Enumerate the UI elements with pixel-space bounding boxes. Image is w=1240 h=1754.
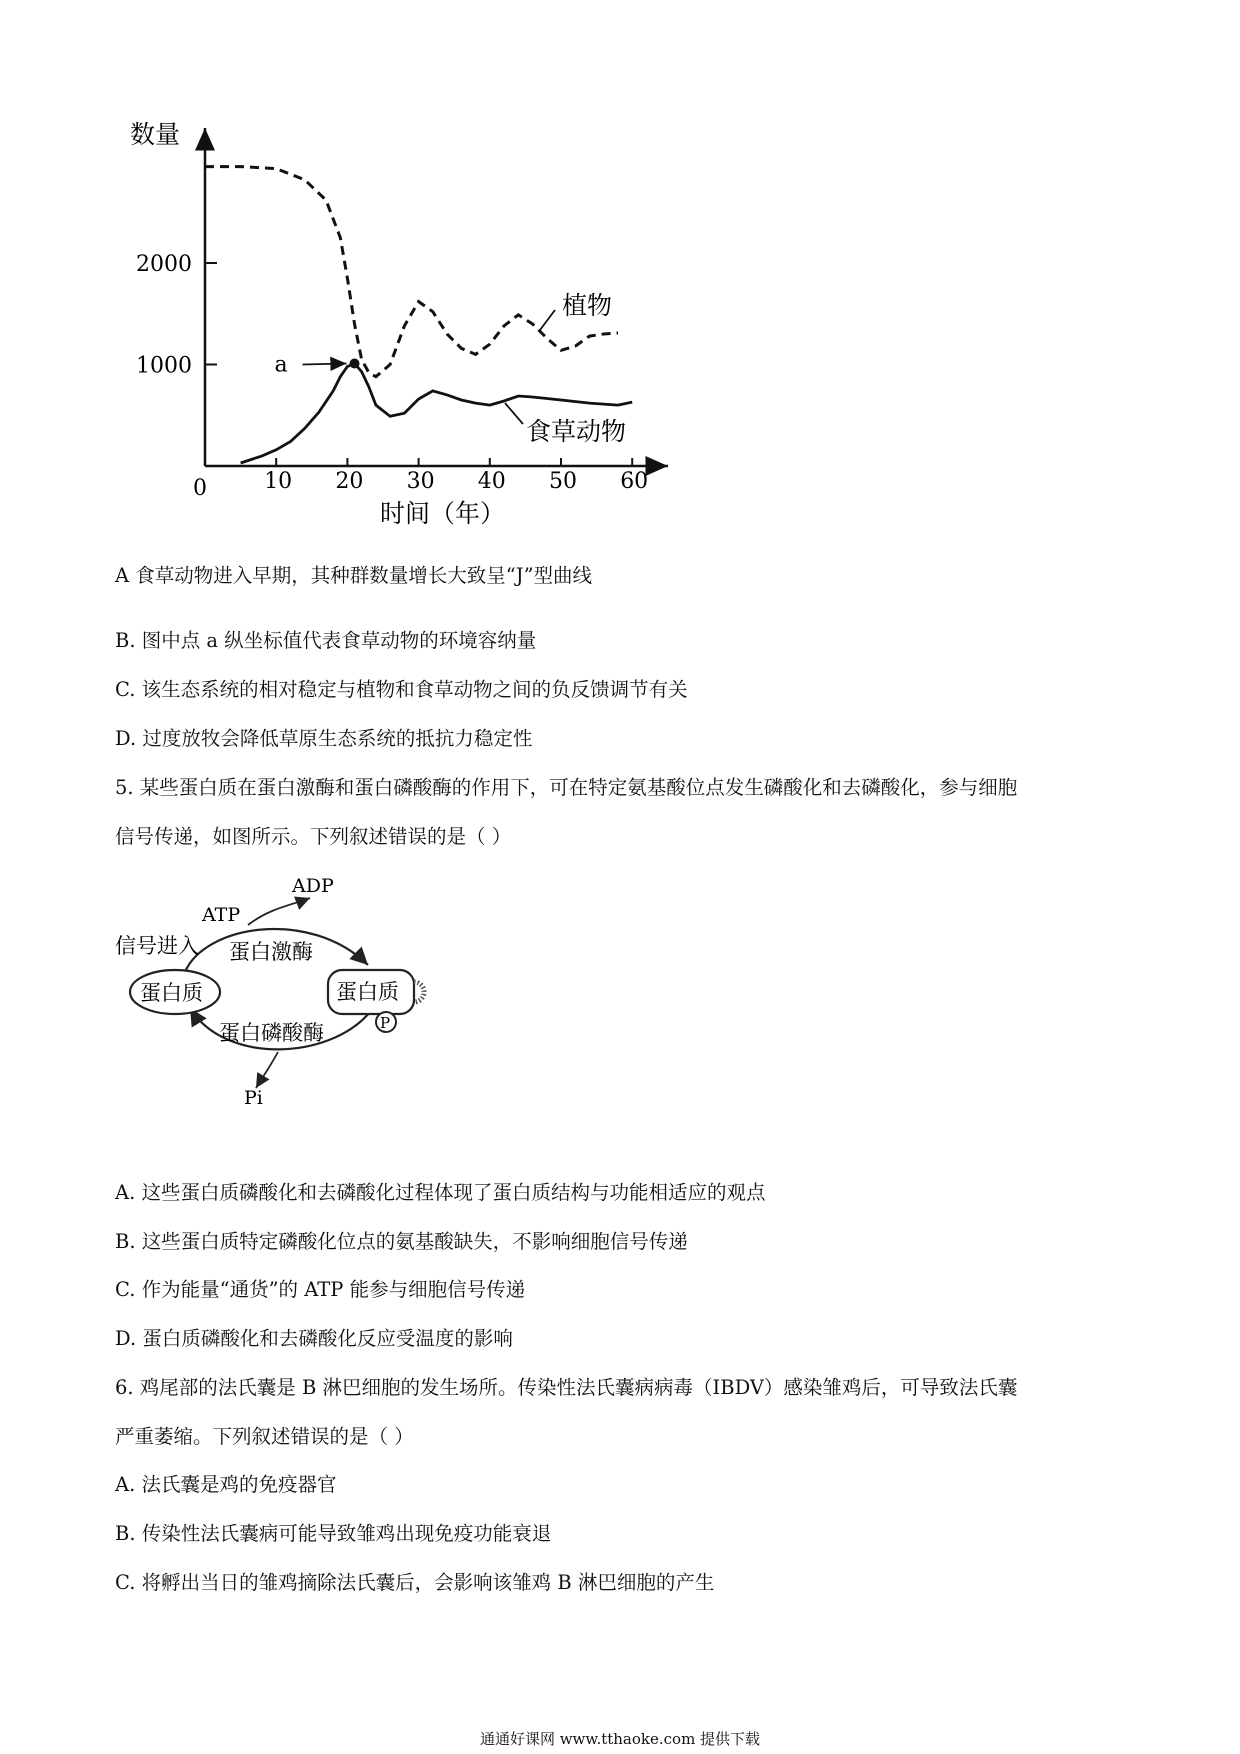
x-tick-label: 20 (335, 469, 364, 494)
atp-adp-arrow (248, 898, 310, 925)
point-a-marker (350, 358, 360, 368)
q6-option-a: A. 法氏囊是鸡的免疫器官 (115, 1473, 337, 1496)
y-axis-title: 数量 (130, 120, 181, 149)
atp-label: ATP (202, 904, 241, 926)
q4-option-b: B. 图中点 a 纵坐标值代表食草动物的环境容纳量 (115, 629, 537, 652)
adp-label: ADP (292, 875, 334, 897)
y-tick-label: 2000 (136, 252, 192, 277)
y-tick-label: 1000 (136, 353, 192, 379)
herbivore-series-label: 食草动物 (526, 417, 627, 446)
x-tick-label: 60 (620, 469, 649, 494)
point-a-label: a (274, 352, 288, 378)
protein-left-label: 蛋白质 (140, 981, 203, 1005)
q6-option-b: B. 传染性法氏囊病可能导致雏鸡出现免疫功能衰退 (115, 1522, 552, 1545)
x-tick-label: 10 (264, 469, 293, 494)
plant-series-line (205, 167, 618, 377)
q5-option-d: D. 蛋白质磷酸化和去磷酸化反应受温度的影响 (115, 1327, 513, 1350)
x-tick-label: 0 (193, 476, 207, 501)
point-a-arrow (303, 363, 347, 364)
q4-option-c: C. 该生态系统的相对稳定与植物和食草动物之间的负反馈调节有关 (115, 678, 688, 701)
q6-stem (115, 1363, 1145, 1461)
herbivore-series-line (241, 364, 633, 464)
q5-option-c: C. 作为能量“通货”的 ATP 能参与细胞信号传递 (115, 1278, 526, 1301)
active-site-icon (414, 982, 424, 1002)
page-footer: 通通好课网 www.tthaoke.com 提供下载 (479, 1730, 761, 1748)
phosphatase-label: 蛋白磷酸酶 (219, 1021, 324, 1045)
q4-option-a: A 食草动物进入早期，其种群数量增长大致呈“J”型曲线 (115, 564, 593, 587)
pi-label: Pi (244, 1087, 263, 1109)
pi-arrow (256, 1052, 278, 1088)
x-tick-label: 40 (477, 469, 506, 494)
phosphorylation-diagram (0, 860, 480, 1120)
kinase-label: 蛋白激酶 (229, 940, 313, 964)
q5-stem-line-2: 信号传递，如图所示。下列叙述错误的是（ ） (115, 825, 512, 848)
q6-option-c: C. 将孵出当日的雏鸡摘除法氏囊后，会影响该雏鸡 B 淋巴细胞的产生 (115, 1571, 715, 1594)
q5-stem-line-1: 5. 某些蛋白质在蛋白激酶和蛋白磷酸酶的作用下，可在特定氨基酸位点发生磷酸化和去磷酸化，参与细胞 (115, 776, 1018, 799)
x-tick-label: 50 (549, 469, 577, 494)
x-tick-label: 30 (406, 469, 435, 494)
q5-stem (115, 763, 1145, 861)
plant-series-label: 植物 (562, 291, 613, 320)
herbivore-leader-line (505, 403, 523, 424)
protein-right-label: 蛋白质 (336, 980, 399, 1004)
q5-option-a: A. 这些蛋白质磷酸化和去磷酸化过程体现了蛋白质结构与功能相适应的观点 (115, 1181, 766, 1204)
x-axis-title: 时间（年） (380, 499, 506, 528)
signal-label: 信号进入 (115, 934, 199, 958)
q6-stem-line-1: 6. 鸡尾部的法氏囊是 B 淋巴细胞的发生场所。传染性法氏囊病病毒（IBDV）感染雏鸡后，可导致法氏囊 (115, 1376, 1018, 1399)
q5-option-b: B. 这些蛋白质特定磷酸化位点的氨基酸缺失，不影响细胞信号传递 (115, 1230, 688, 1253)
q6-stem-line-2: 严重萎缩。下列叙述错误的是（ ） (115, 1425, 414, 1448)
population-chart (0, 0, 1240, 545)
q4-option-d: D. 过度放牧会降低草原生态系统的抵抗力稳定性 (115, 727, 533, 750)
plant-leader-line (540, 310, 555, 330)
phosphate-label: P (380, 1014, 391, 1032)
